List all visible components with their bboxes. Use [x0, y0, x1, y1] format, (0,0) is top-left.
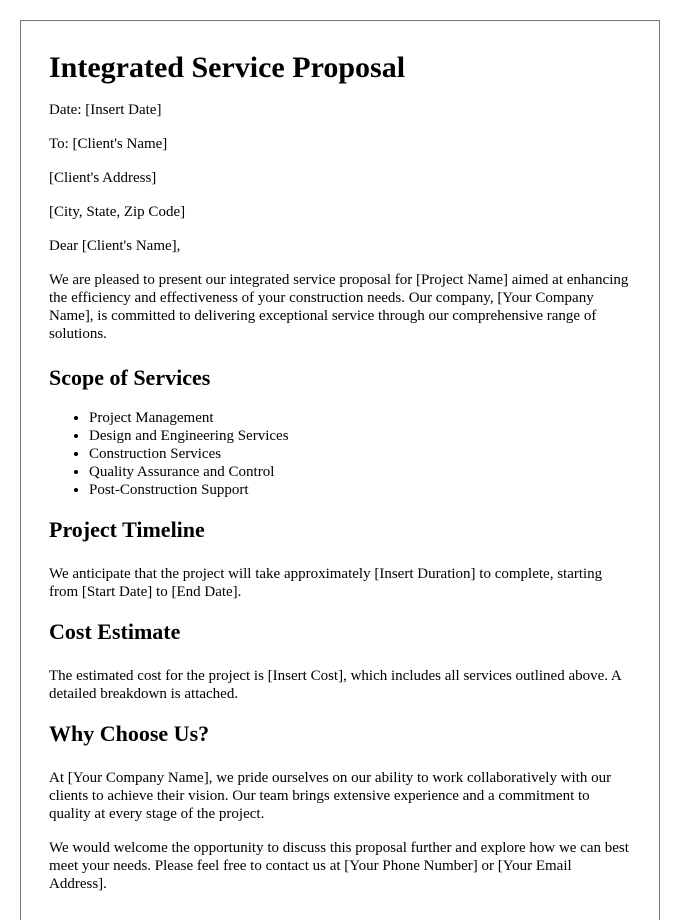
recipient-address: [Client's Address]: [49, 170, 157, 186]
services-list: [49, 409, 631, 499]
service-item: • Post-Construction Support: [89, 481, 631, 499]
date-line: Date: [Insert Date]: [49, 102, 162, 118]
salutation: Dear [Client's Name],: [49, 238, 181, 254]
scope-heading: Scope of Services: [49, 365, 211, 390]
intro-paragraph: We are pleased to present our integrated service proposal for [Project Name] aimed at enhancing the efficiency and effectiveness of your construction needs. Our company, [Your Company Name], is committed to delivering exceptional service through our comprehensive range of solutions.: [49, 272, 629, 342]
timeline-paragraph: We anticipate that the project will take approximately [Insert Duration] to complete, starting from [Start Date] to [End Date].: [49, 566, 603, 600]
service-item: • Construction Services: [89, 445, 631, 463]
why-heading: Why Choose Us?: [49, 721, 210, 746]
document-title: Integrated Service Proposal: [49, 51, 406, 84]
service-item: • Quality Assurance and Control: [89, 463, 631, 481]
document-page: [20, 20, 660, 920]
service-item: • Project Management: [89, 409, 631, 427]
why-paragraph: At [Your Company Name], we pride ourselves on our ability to work collaboratively with our clients to achieve their vision. Our team brings extensive experience and a commitment to quality at every stage of the project.: [49, 770, 612, 822]
closing-paragraph: We would welcome the opportunity to discuss this proposal further and explore how we can best meet your needs. Please feel free to contact us at [Your Phone Number] or [Your Email Address].: [49, 840, 629, 892]
service-item: • Design and Engineering Services: [89, 427, 631, 445]
cost-paragraph: The estimated cost for the project is [Insert Cost], which includes all services outlined above. A detailed breakdown is attached.: [49, 668, 621, 702]
cost-heading: Cost Estimate: [49, 619, 181, 644]
recipient-line: To: [Client's Name]: [49, 136, 168, 152]
recipient-city: [City, State, Zip Code]: [49, 204, 186, 220]
timeline-heading: Project Timeline: [49, 517, 205, 542]
